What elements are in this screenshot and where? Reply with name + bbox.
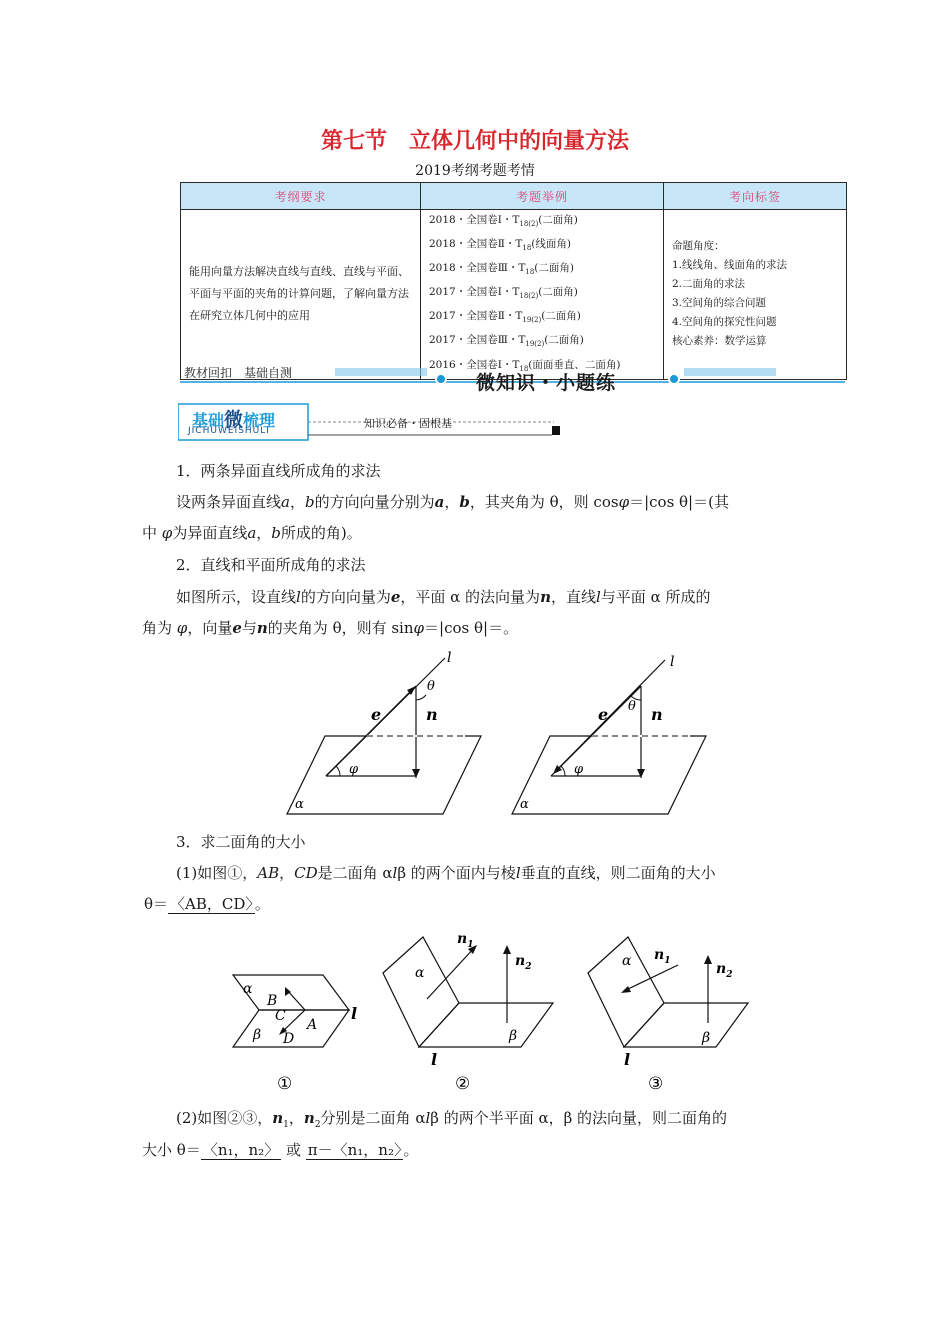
answer-blank: π－〈n₁，n₂〉: [307, 1141, 402, 1159]
section-badge: [178, 402, 560, 442]
label-l: l: [670, 654, 675, 670]
heading-1: 1．两条异面直线所成角的求法: [176, 462, 381, 480]
label-n2: $n_2$: [716, 961, 733, 980]
label-alpha: α: [415, 965, 425, 981]
label-phi: φ: [349, 762, 359, 777]
section-cn-title: 基础微梳理: [192, 409, 276, 431]
table-header-row: [181, 183, 847, 210]
label-l: l: [351, 1004, 358, 1023]
label-B: B: [267, 993, 278, 1009]
page-title: 第七节 立体几何中的向量方法: [320, 129, 629, 154]
example-item: 2018・全国卷Ⅲ・$T_{18}$(二面角): [429, 262, 574, 277]
paragraph-4: (2)如图②③，$n_1$，$n_2$分别是二面角 αlβ 的两个半平面 α，β 的法向量，则二面角的: [176, 1109, 728, 1130]
label-alpha: α: [622, 953, 632, 969]
label-alpha: α: [243, 981, 253, 997]
tags-cell: [664, 210, 847, 380]
example-item: 2017・全国卷Ⅰ・$T_{18(2)}$(二面角): [429, 286, 578, 301]
paragraph-1: 设两条异面直线a，b的方向向量分别为a，b，其夹角为 θ，则 cosφ＝|cos θ|＝(其: [176, 493, 729, 511]
tag-item: 4.空间角的探究性问题: [672, 316, 777, 329]
paragraph-3-cont: θ＝ 〈AB，CD〉 。: [144, 895, 270, 913]
banner-left-label: 教材回扣 基础自测: [184, 366, 293, 380]
label-n2: $n_2$: [515, 953, 532, 972]
example-item: 2016・全国卷Ⅰ・$T_{18}$(面面垂直、二面角): [429, 358, 621, 373]
page-subtitle: 2019考纲考题考情: [415, 163, 535, 179]
tag-item: 命题角度：: [672, 240, 725, 253]
example-item: 2017・全国卷Ⅲ・$T_{19(2)}$(二面角): [429, 334, 584, 349]
label-beta: β: [253, 1027, 262, 1043]
tag-item: 1.线线角、线面角的求法: [672, 259, 788, 272]
figure-number: ②: [455, 1074, 471, 1094]
label-n1: $n_1$: [457, 931, 474, 950]
section-tag: 知识必备・固根基: [364, 417, 452, 430]
label-e: e: [598, 705, 609, 724]
line-plane-figure-2: [510, 650, 720, 820]
label-C: C: [275, 1008, 286, 1024]
dihedral-figure-2: [375, 925, 575, 1100]
paragraph-3: (1)如图①，AB，CD是二面角 αlβ 的两个面内与棱l垂直的直线，则二面角的大小: [176, 864, 716, 882]
label-A: A: [307, 1017, 318, 1033]
label-theta: θ: [628, 699, 636, 714]
figure-number: ①: [277, 1074, 293, 1094]
label-alpha: α: [295, 797, 304, 812]
tag-item: 3.空间角的综合问题: [672, 297, 767, 310]
dihedral-figure-3: [580, 925, 780, 1100]
table-header: 考纲要求: [181, 183, 421, 210]
label-n: n: [651, 705, 663, 724]
label-l: l: [624, 1050, 631, 1069]
label-n: n: [426, 705, 438, 724]
table-header: 考题举例: [421, 183, 664, 210]
label-beta: β: [702, 1030, 711, 1046]
table-header: 考向标签: [664, 183, 847, 210]
label-e: e: [371, 705, 382, 724]
tag-item: 2.二面角的求法: [672, 278, 746, 291]
paragraph-2-cont: 角为 φ，向量e与n的夹角为 θ，则有 sinφ＝|cos θ|＝。: [142, 619, 519, 637]
label-l: l: [447, 650, 452, 666]
paragraph-1-cont: 中 φ为异面直线a，b所成的角)。: [142, 524, 362, 542]
answer-blank: 〈AB，CD〉: [170, 895, 253, 913]
dihedral-figure-1: [225, 965, 375, 1095]
vector-e: [326, 686, 416, 776]
example-item: 2018・全国卷Ⅰ・$T_{18(2)}$(二面角): [429, 214, 578, 229]
example-item: 2017・全国卷Ⅱ・$T_{19(2)}$(二面角): [429, 310, 581, 325]
banner-main-title: 微知识・小题练: [476, 372, 617, 394]
paragraph-2: 如图所示，设直线l的方向向量为e，平面 α 的法向量为n，直线l与平面 α 所成的: [176, 588, 711, 606]
label-alpha: α: [520, 797, 529, 812]
examples-cell: [421, 210, 664, 380]
heading-2: 2．直线和平面所成角的求法: [176, 556, 366, 574]
syllabus-table: [180, 182, 847, 380]
label-l: l: [431, 1050, 438, 1069]
tag-item: 核心素养：数学运算: [672, 335, 767, 348]
example-item: 2018・全国卷Ⅱ・$T_{18}$(线面角): [429, 238, 571, 253]
heading-3: 3．求二面角的大小: [176, 833, 306, 851]
table-row: [181, 210, 847, 380]
label-n1: $n_1$: [654, 947, 671, 966]
label-phi: φ: [574, 762, 584, 777]
section-pinyin: JICHUWEISHULI: [188, 426, 270, 436]
label-beta: β: [509, 1028, 518, 1044]
requirement-cell: 能用向量方法解决直线与直线、直线与平面、平面与平面的夹角的计算问题，了解向量方法在研究立体几何中的应用: [181, 210, 421, 380]
label-theta: θ: [427, 679, 435, 694]
line-plane-figure-1: [285, 650, 495, 820]
label-D: D: [283, 1031, 295, 1047]
figure-number: ③: [648, 1074, 664, 1094]
answer-blank: 〈n₁，n₂〉: [202, 1141, 280, 1159]
paragraph-4-cont: 大小 θ＝ 〈n₁，n₂〉 或 π－〈n₁，n₂〉 。: [142, 1141, 419, 1159]
